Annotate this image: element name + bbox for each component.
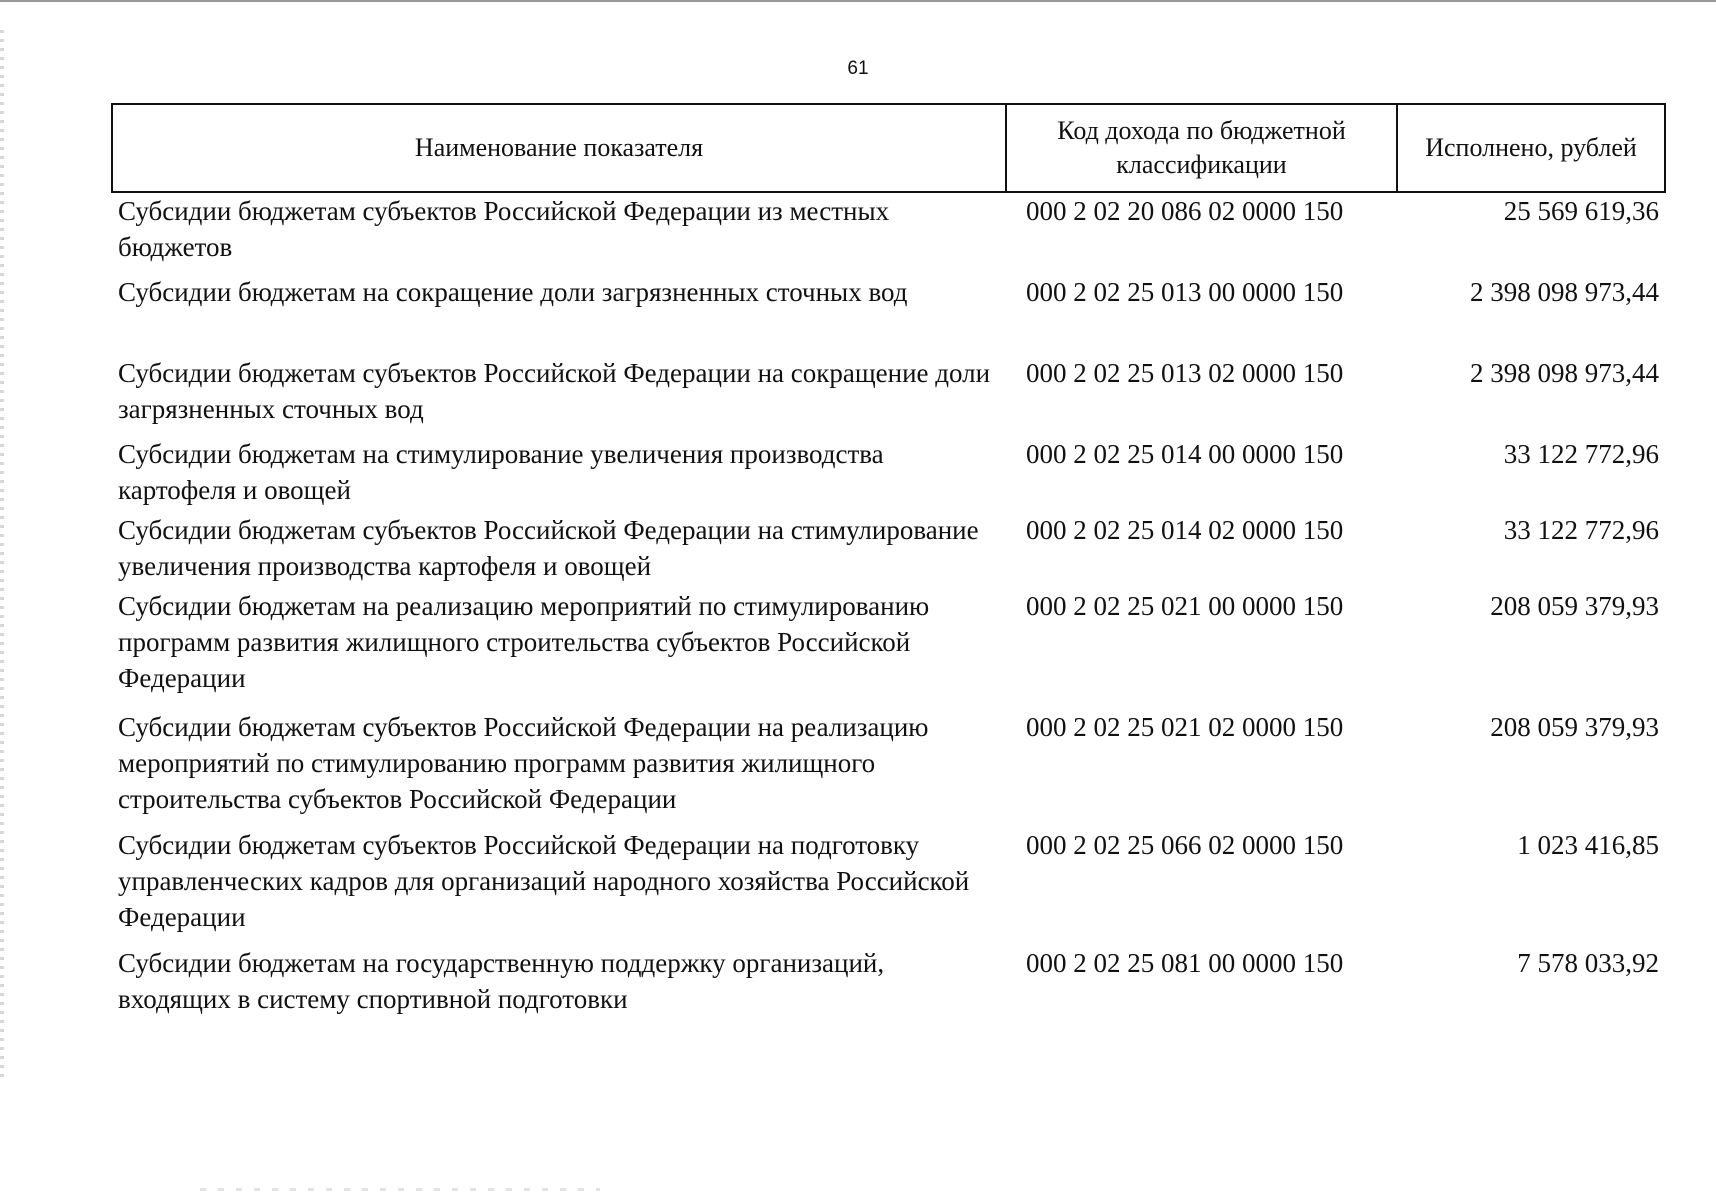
header-row xyxy=(112,104,1665,192)
indicator-name-cell: Субсидии бюджетам субъектов Российской Федерации на подготовку управленческих кадров для организаций народного хозяйства Российской Федерации xyxy=(118,830,970,932)
table-row xyxy=(112,827,1665,945)
executed-amount-cell: 208 059 379,93 xyxy=(1490,591,1659,621)
table-header xyxy=(112,104,1665,192)
header-executed-amount: Исполнено, рублей xyxy=(1397,104,1665,192)
scan-noise-marks xyxy=(200,1188,600,1191)
executed-amount-cell: 2 398 098 973,44 xyxy=(1470,358,1659,388)
table-row xyxy=(112,709,1665,827)
revenue-code-cell: 000 2 02 25 013 02 0000 150 xyxy=(1026,358,1344,388)
revenue-code-cell: 000 2 02 25 013 00 0000 150 xyxy=(1026,277,1344,307)
executed-amount-cell: 25 569 619,36 xyxy=(1503,196,1659,226)
revenue-code-cell: 000 2 02 25 066 02 0000 150 xyxy=(1026,830,1344,860)
indicator-name-cell: Субсидии бюджетам на государственную поддержку организаций, входящих в систему спортивной подготовки xyxy=(118,948,885,1014)
indicator-name-cell: Субсидии бюджетам субъектов Российской Федерации на сокращение доли загрязненных сточных вод xyxy=(118,358,991,424)
header-indicator-name: Наименование показателя xyxy=(112,104,1006,192)
revenue-table xyxy=(111,103,1666,1025)
revenue-code-cell: 000 2 02 25 014 02 0000 150 xyxy=(1026,515,1344,545)
executed-amount-cell: 2 398 098 973,44 xyxy=(1470,277,1659,307)
executed-amount-cell: 33 122 772,96 xyxy=(1503,515,1659,545)
indicator-name-cell: Субсидии бюджетам субъектов Российской Федерации на стимулирование увеличения производства картофеля и овощей xyxy=(118,515,979,581)
table-body xyxy=(112,192,1665,1025)
revenue-code-cell: 000 2 02 25 021 00 0000 150 xyxy=(1026,591,1344,621)
indicator-name-cell: Субсидии бюджетам субъектов Российской Федерации на реализацию мероприятий по стимулированию программ развития жилищного строительства субъектов Российской Федерации xyxy=(118,712,929,814)
indicator-name-cell: Субсидии бюджетам субъектов Российской Федерации из местных бюджетов xyxy=(118,196,890,262)
indicator-name-cell: Субсидии бюджетам на сокращение доли загрязненных сточных вод xyxy=(118,277,908,307)
scan-top-edge xyxy=(0,0,1716,2)
table-row xyxy=(112,945,1665,1025)
table-row xyxy=(112,192,1665,274)
revenue-code-cell: 000 2 02 25 081 00 0000 150 xyxy=(1026,948,1344,978)
executed-amount-cell: 7 578 033,92 xyxy=(1517,948,1659,978)
header-revenue-code: Код дохода по бюджетной классификации xyxy=(1006,104,1397,192)
executed-amount-cell: 1 023 416,85 xyxy=(1517,830,1659,860)
table-row xyxy=(112,355,1665,436)
revenue-code-cell: 000 2 02 25 014 00 0000 150 xyxy=(1026,439,1344,469)
table-row xyxy=(112,274,1665,355)
table-row xyxy=(112,512,1665,588)
executed-amount-cell: 208 059 379,93 xyxy=(1490,712,1659,742)
table-row xyxy=(112,588,1665,709)
revenue-table-container xyxy=(111,103,1664,1025)
executed-amount-cell: 33 122 772,96 xyxy=(1503,439,1659,469)
page-number: 61 xyxy=(847,58,869,79)
table-row xyxy=(112,436,1665,512)
indicator-name-cell: Субсидии бюджетам на стимулирование увеличения производства картофеля и овощей xyxy=(118,439,884,505)
scan-left-edge xyxy=(0,30,4,1080)
revenue-code-cell: 000 2 02 25 021 02 0000 150 xyxy=(1026,712,1344,742)
indicator-name-cell: Субсидии бюджетам на реализацию мероприятий по стимулированию программ развития жилищного строительства субъектов Российской Федерации xyxy=(118,591,930,693)
revenue-code-cell: 000 2 02 20 086 02 0000 150 xyxy=(1026,196,1344,226)
